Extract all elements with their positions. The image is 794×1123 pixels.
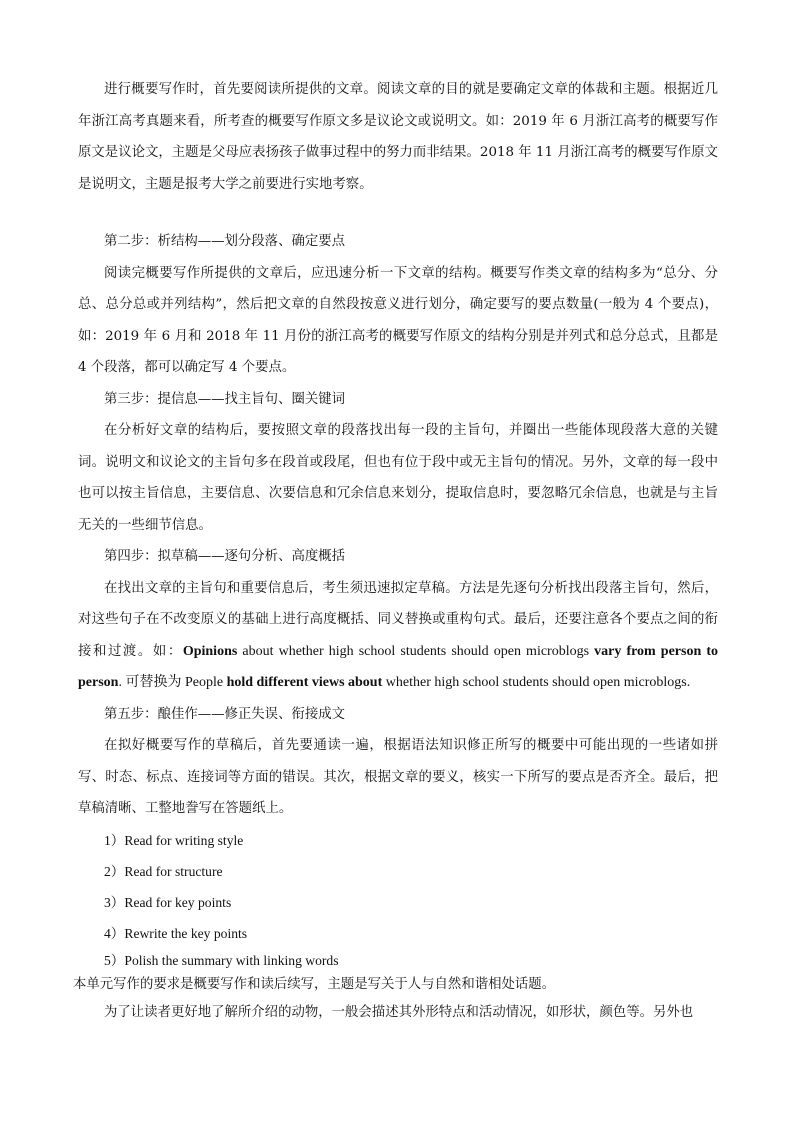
step2-paragraph: 阅读完概要写作所提供的文章后，应迅速分析一下文章的结构。概要写作类文章的结构多为“总分、分总、总分总或并列结构”，然后把文章的自然段按意义进行划分，确定要写的要点数量(一般为 4 个要点)，如：2019 年 6 月和 2018 年 11 月份的浙江高考的概要写作原文的结构分别是并列式和总分总式，且都是 4 个段落，都可以确定写 4 个要点。 bbox=[78, 265, 718, 375]
step4-text-1: 在找出文章的主旨句和重要信息后，考生须迅速拟定草稿。方法是先逐句分析找出段落主旨句，然后，对这些句子在不改变原义的基础上进行高度概括、同义替换或重构句式。最后，还要注意各个要点之间的衔接和过渡。如： bbox=[78, 580, 718, 659]
paragraph-animals: 为了让读者更好地了解所介绍的动物，一般会描述其外形特点和活动情况，如形状，颜色等。另外也 bbox=[104, 1004, 694, 1020]
document-body bbox=[73, 74, 719, 1028]
step5-paragraph: 在拟好概要写作的草稿后，首先要通读一遍，根据语法知识修正所写的概要中可能出现的一些诸如拼写、时态、标点、连接词等方面的错误。其次，根据文章的要义，核实一下所写的要点是否齐全。最后，把草稿清晰、工整地誊写在答题纸上。 bbox=[78, 738, 718, 816]
example-bold-hold: hold different views about bbox=[226, 675, 383, 690]
step4-heading: 第四步：拟草稿——逐句分析、高度概括 bbox=[104, 549, 346, 564]
step5-heading: 第五步：酿佳作——修正失误、衔接成文 bbox=[104, 706, 346, 722]
step4-text-2: about whether high school students should open microblogs bbox=[237, 643, 595, 659]
example-bold-opinions: Opinions bbox=[182, 643, 238, 659]
step3-paragraph: 在分析好文章的结构后，要按照文章的段落找出每一段的主旨句，并圈出一些能体现段落大意的关键词。说明文和议论文的主旨句多在段首或段尾，但也有位于段中或无主旨句的情况。另外，文章的每一段中也可以按主旨信息，主要信息、次要信息和冗余信息来划分，提取信息时，要忽略冗余信息，也就是与主旨无关的一些细节信息。 bbox=[78, 423, 718, 533]
paragraph-intro: 进行概要写作时，首先要阅读所提供的文章。阅读文章的目的就是要确定文章的体裁和主题。根据近几年浙江高考真题来看，所考查的概要写作原文多是议论文或说明文。如：2019 年 6 月浙江高考的概要写作原文是议论文，主题是父母应表扬孩子做事过程中的努力而非结果。2018 年 11 月浙江高考的概要写作原文是说明文，主题是报考大学之前要进行实地考察。 bbox=[78, 82, 718, 192]
list-item: 2）Read for structure bbox=[104, 863, 223, 879]
step4-text-3: . 可替换为 People bbox=[118, 675, 227, 690]
example-bold-vary: vary from person to person bbox=[78, 643, 719, 690]
list-item: 4）Rewrite the key points bbox=[104, 925, 248, 941]
unit-writing-requirement: 本单元写作的要求是概要写作和读后续写，主题是写关于人与自然和谐相处话题。 bbox=[73, 976, 556, 992]
list-item: 3）Read for key points bbox=[104, 894, 232, 910]
step4-paragraph bbox=[78, 573, 718, 699]
step4-text-4: whether high school students should open microblogs. bbox=[382, 675, 691, 690]
list-item: 5）Polish the summary with linking words bbox=[104, 952, 339, 968]
spacer bbox=[78, 200, 718, 226]
list-item: 1）Read for writing style bbox=[104, 832, 244, 848]
steps-list bbox=[78, 825, 718, 973]
step2-heading: 第二步：析结构——划分段落、确定要点 bbox=[104, 234, 346, 249]
step3-heading: 第三步：提信息——找主旨句、圈关键词 bbox=[104, 391, 346, 407]
